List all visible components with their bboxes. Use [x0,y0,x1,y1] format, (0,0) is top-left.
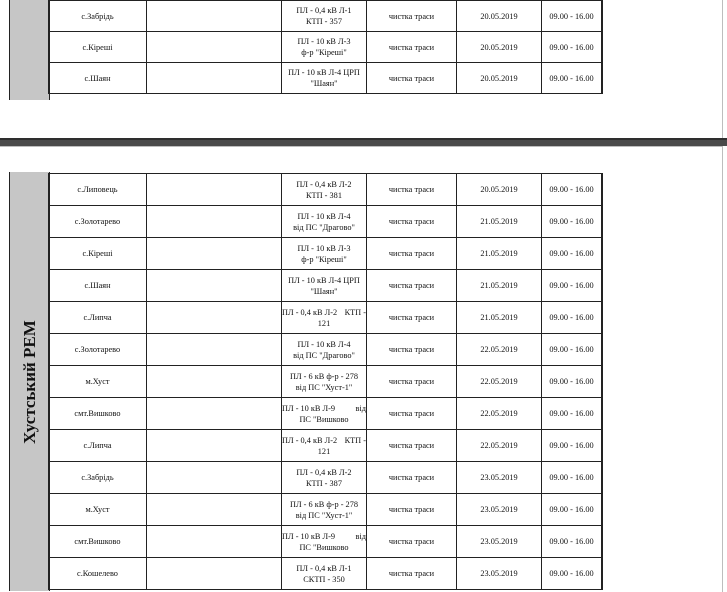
place-cell: с.Забрідь [49,462,147,494]
power-line-text: ПЛ - 0,4 кВ Л-1 [296,563,352,573]
power-line-cell [282,63,367,94]
empty-cell [147,206,282,238]
power-line-cell [282,302,367,334]
power-line-tail: КТП - [344,435,366,445]
empty-cell [147,398,282,430]
time-cell: 09.00 - 16.00 [542,270,602,302]
table-row [49,32,603,63]
power-line-subtext: КТП - 381 [306,190,342,200]
power-line-subtext: ПС "Вишково [299,542,349,552]
power-line-text: ПЛ - 6 кВ ф-р - 278 [289,371,359,381]
time-cell: 09.00 - 16.00 [542,1,602,32]
empty-cell [147,494,282,526]
power-line-cell [282,430,367,462]
power-line-first [282,403,366,414]
power-line-text: ПЛ - 0,4 кВ Л-2 [296,467,352,477]
date-cell: 21.05.2019 [457,206,542,238]
power-line-subtext: 121 [317,446,331,456]
power-line-text: ПЛ - 10 кВ Л-4 [297,211,351,221]
empty-cell [602,302,603,334]
time-cell: 09.00 - 16.00 [542,366,602,398]
time-cell: 09.00 - 16.00 [542,63,602,94]
power-line-text: ПЛ - 0,4 кВ Л-2 [296,179,352,189]
power-line-cell [282,238,367,270]
section-band-previous [9,0,50,100]
place-cell: м.Хуст [49,494,147,526]
date-cell: 22.05.2019 [457,430,542,462]
table-row [49,206,603,238]
power-line-subtext: КТП - 357 [306,17,342,26]
empty-cell [602,494,603,526]
place-cell: с.Шаян [49,270,147,302]
empty-cell [147,462,282,494]
empty-cell [147,302,282,334]
place-cell: с.Липовець [49,174,147,206]
power-line-cell [282,1,367,32]
section-label: Хустський РЕМ [19,319,39,444]
power-line-first [282,435,366,446]
power-line-text: ПЛ - 10 кВ Л-4 ЦРП [288,275,360,285]
power-line-text: ПЛ - 0,4 кВ Л-2 [282,435,338,445]
place-cell: с.Золотарево [49,206,147,238]
power-line-subtext: СКТП - 350 [303,574,345,584]
empty-cell [602,526,603,558]
work-type-cell: чистка траси [367,270,457,302]
empty-cell [147,1,282,32]
power-line-cell [282,334,367,366]
work-type-cell: чистка траси [367,462,457,494]
place-cell: с.Шаян [49,63,147,94]
power-line-cell [282,558,367,590]
power-line-cell [282,494,367,526]
date-cell: 22.05.2019 [457,334,542,366]
power-line-subtext: ф-р "Кіреші" [301,48,347,57]
power-line-cell [282,398,367,430]
empty-cell [147,63,282,94]
power-line-cell [282,366,367,398]
date-cell: 21.05.2019 [457,238,542,270]
power-line-subtext: "Шаян" [310,79,338,88]
power-line-text: ПЛ - 10 кВ Л-4 [297,339,351,349]
work-type-cell: чистка траси [367,398,457,430]
date-cell: 23.05.2019 [457,558,542,590]
work-type-cell: чистка траси [367,32,457,63]
work-type-cell: чистка траси [367,238,457,270]
place-cell: с.Кіреші [49,32,147,63]
empty-cell [602,1,603,32]
date-cell: 20.05.2019 [457,174,542,206]
table-row [49,174,603,206]
power-line-cell [282,206,367,238]
table-row [49,398,603,430]
power-line-text: ПЛ - 10 кВ Л-9 [282,531,336,541]
date-cell: 22.05.2019 [457,398,542,430]
empty-cell [602,270,603,302]
place-cell: с.Забрідь [49,1,147,32]
place-cell: с.Липча [49,430,147,462]
place-cell: с.Кошелево [49,558,147,590]
empty-cell [602,430,603,462]
work-type-cell: чистка траси [367,526,457,558]
time-cell: 09.00 - 16.00 [542,206,602,238]
schedule-table [48,173,603,590]
power-line-text: ПЛ - 10 кВ Л-9 [282,403,336,413]
work-type-cell: чистка траси [367,206,457,238]
empty-cell [602,174,603,206]
place-cell: с.Золотарево [49,334,147,366]
table-row [49,430,603,462]
empty-cell [602,462,603,494]
empty-cell [147,32,282,63]
place-cell: смт.Вишково [49,398,147,430]
power-line-subtext: від ПС "Хуст-1" [295,382,353,392]
empty-cell [602,334,603,366]
power-line-cell [282,270,367,302]
work-type-cell: чистка траси [367,302,457,334]
table-row [49,366,603,398]
time-cell: 09.00 - 16.00 [542,462,602,494]
power-line-subtext: "Шаян" [310,286,338,296]
time-cell: 09.00 - 16.00 [542,430,602,462]
section-band [9,172,50,591]
empty-cell [147,366,282,398]
date-cell: 23.05.2019 [457,526,542,558]
power-line-text: ПЛ - 0,4 кВ Л-1 [296,6,352,15]
empty-cell [602,238,603,270]
power-line-text: ПЛ - 10 кВ Л-3 [297,37,351,46]
power-line-subtext: від ПС "Хуст-1" [295,510,353,520]
work-type-cell: чистка траси [367,558,457,590]
work-type-cell: чистка траси [367,334,457,366]
date-cell: 20.05.2019 [457,1,542,32]
time-cell: 09.00 - 16.00 [542,526,602,558]
power-line-tail: від [355,403,366,413]
work-type-cell: чистка траси [367,1,457,32]
power-line-text: ПЛ - 10 кВ Л-3 [297,243,351,253]
power-line-subtext: ПС "Вишково [299,414,349,424]
table-row [49,270,603,302]
empty-cell [602,558,603,590]
power-line-subtext: 121 [317,318,331,328]
date-cell: 23.05.2019 [457,494,542,526]
empty-cell [147,238,282,270]
date-cell: 22.05.2019 [457,366,542,398]
power-line-subtext: ф-р "Кіреші" [301,254,347,264]
empty-cell [147,430,282,462]
power-line-cell [282,174,367,206]
empty-cell [602,63,603,94]
time-cell: 09.00 - 16.00 [542,174,602,206]
power-line-subtext: від ПС "Драгово" [293,222,355,232]
place-cell: смт.Вишково [49,526,147,558]
time-cell: 09.00 - 16.00 [542,494,602,526]
power-line-first [282,307,366,318]
empty-cell [147,270,282,302]
work-type-cell: чистка траси [367,366,457,398]
work-type-cell: чистка траси [367,430,457,462]
empty-cell [602,32,603,63]
date-cell: 23.05.2019 [457,462,542,494]
schedule-table-previous [48,0,603,94]
empty-cell [602,398,603,430]
power-line-cell [282,32,367,63]
table-row [49,302,603,334]
work-type-cell: чистка траси [367,63,457,94]
power-line-cell [282,526,367,558]
table-row [49,494,603,526]
place-cell: м.Хуст [49,366,147,398]
place-cell: с.Кіреші [49,238,147,270]
work-type-cell: чистка траси [367,174,457,206]
power-line-cell [282,462,367,494]
place-cell: с.Липча [49,302,147,334]
empty-cell [147,558,282,590]
table-row [49,526,603,558]
time-cell: 09.00 - 16.00 [542,32,602,63]
empty-cell [602,206,603,238]
power-line-tail: від [355,531,366,541]
table-row [49,462,603,494]
time-cell: 09.00 - 16.00 [542,302,602,334]
table-row [49,238,603,270]
table-row [49,63,603,94]
time-cell: 09.00 - 16.00 [542,334,602,366]
power-line-subtext: від ПС "Драгово" [293,350,355,360]
time-cell: 09.00 - 16.00 [542,398,602,430]
time-cell: 09.00 - 16.00 [542,558,602,590]
empty-cell [147,174,282,206]
empty-cell [147,526,282,558]
power-line-text: ПЛ - 0,4 кВ Л-2 [282,307,338,317]
empty-cell [147,334,282,366]
date-cell: 21.05.2019 [457,270,542,302]
power-line-first [282,531,366,542]
date-cell: 20.05.2019 [457,63,542,94]
work-type-cell: чистка траси [367,494,457,526]
date-cell: 20.05.2019 [457,32,542,63]
table-row [49,558,603,590]
power-line-subtext: КТП - 387 [306,478,342,488]
time-cell: 09.00 - 16.00 [542,238,602,270]
table-row [49,1,603,32]
date-cell: 21.05.2019 [457,302,542,334]
power-line-text: ПЛ - 10 кВ Л-4 ЦРП [288,68,360,77]
power-line-tail: КТП - [344,307,366,317]
power-line-text: ПЛ - 6 кВ ф-р - 278 [289,499,359,509]
table-row [49,334,603,366]
empty-cell [602,366,603,398]
page-separator [0,138,727,146]
